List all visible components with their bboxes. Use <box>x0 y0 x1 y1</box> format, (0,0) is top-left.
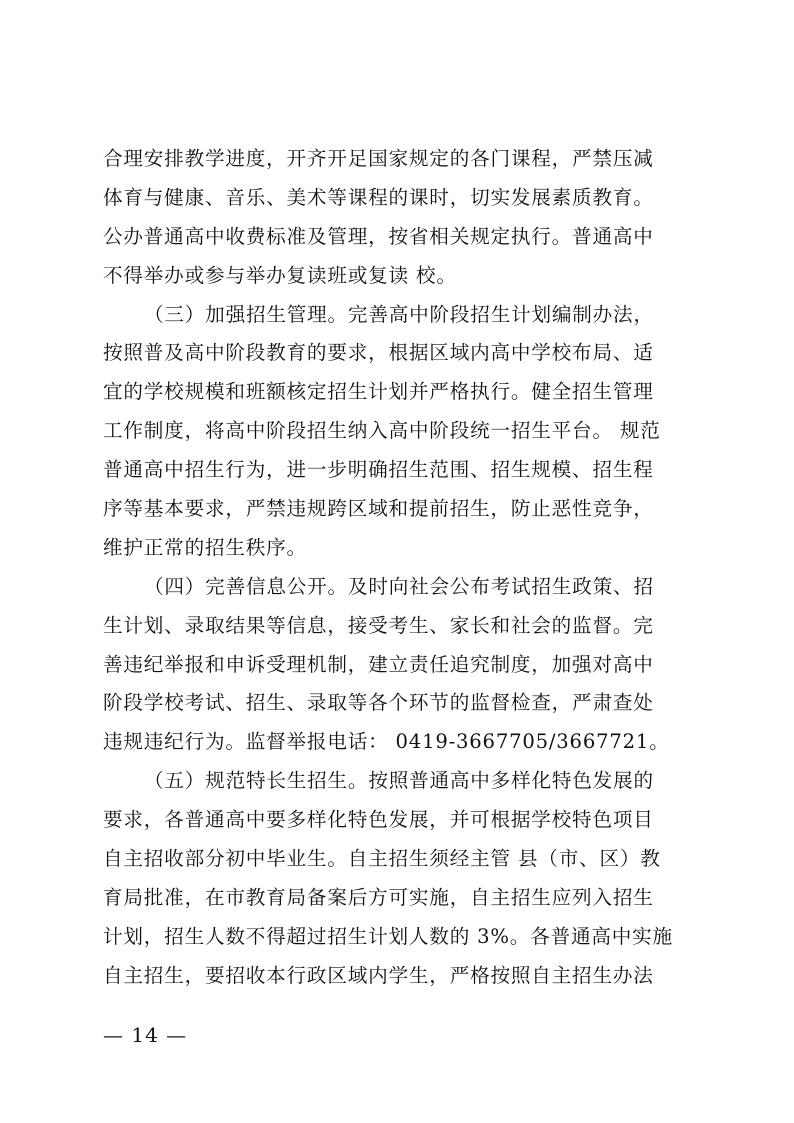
text-line: 自主招生，要招收本行政区域内学生，严格按照自主招生办法 <box>103 963 654 987</box>
text-line: 不得举办或参与举办复读班或复读 校。 <box>103 263 457 287</box>
text-line: 按照普及高中阶段教育的要求，根据区域内高中学校布局、适 <box>103 341 654 365</box>
text-line: 合理安排教学进度，开齐开足国家规定的各门课程，严禁压减 <box>103 147 654 170</box>
text-line: 自主招收部分初中毕业生。自主招生须经主管 县（市、区）教 <box>103 847 661 871</box>
body-text <box>103 140 703 996</box>
text-line: 善违纪举报和申诉受理机制，建立责任追究制度，加强对高中 <box>103 652 654 676</box>
text-line: 违规违纪行为。监督举报电话： 0419-3667705/3667721。 <box>103 730 670 754</box>
text-line: 计划，招生人数不得超过招生计划人数的 3%。各普通高中实施 <box>103 924 673 948</box>
text-line: 生计划、录取结果等信息，接受考生、家长和社会的监督。完 <box>103 613 654 637</box>
text-line: 体育与健康、音乐、美术等课程的课时，切实发展素质教育。 <box>103 185 654 209</box>
text-line: 要求，各普通高中要多样化特色发展，并可根据学校特色项目 <box>103 808 654 832</box>
page-number: — 14 — <box>103 1023 188 1047</box>
section-heading-line: （四）完善信息公开。及时向社会公布考试招生政策、招 <box>144 574 654 598</box>
section-heading-line: （五）规范特长生招生。按照普通高中多样化特色发展的 <box>144 769 654 793</box>
text-line: 维护正常的招生秩序。 <box>103 535 307 559</box>
text-line: 阶段学校考试、招生、录取等各个环节的监督检查，严肃查处 <box>103 691 654 715</box>
text-line: 育局批准，在市教育局备案后方可实施，自主招生应列入招生 <box>103 885 654 909</box>
text-line: 工作制度，将高中阶段招生纳入高中阶段统一招生平台。 规范 <box>103 419 661 443</box>
text-line: 公办普通高中收费标准及管理，按省相关规定执行。普通高中 <box>103 224 654 248</box>
section-heading-line: （三）加强招生管理。完善高中阶段招生计划编制办法， <box>144 302 654 326</box>
text-line: 序等基本要求，严禁违规跨区域和提前招生，防止恶性竞争， <box>103 497 654 521</box>
text-line: 宜的学校规模和班额核定招生计划并严格执行。健全招生管理 <box>103 380 654 404</box>
text-line: 普通高中招生行为，进一步明确招生范围、招生规模、招生程 <box>103 458 654 482</box>
